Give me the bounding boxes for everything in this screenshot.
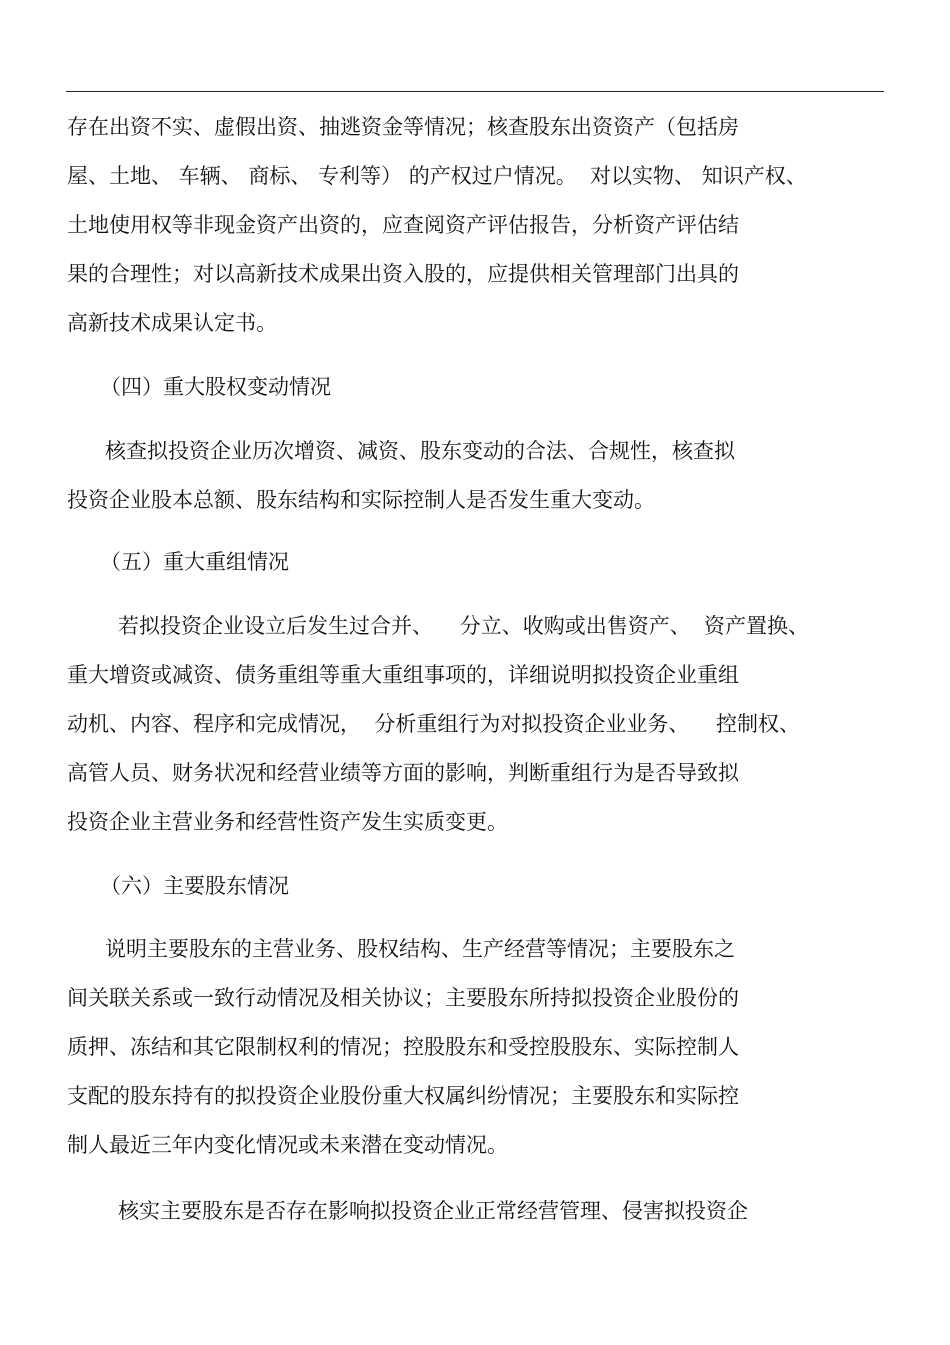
body-text-line: 说明主要股东的主营业务、股权结构、生产经营等情况；主要股东之 <box>105 937 735 961</box>
body-text-line: 土地使用权等非现金资产出资的，应查阅资产评估报告，分析资产评估结 <box>67 213 739 237</box>
section-heading: （六）主要股东情况 <box>100 874 289 898</box>
body-text-line: 质押、冻结和其它限制权利的情况；控股股东和受控股股东、实际控制人 <box>67 1035 739 1059</box>
body-text-line: 果的合理性；对以高新技术成果出资入股的，应提供相关管理部门出具的 <box>67 262 739 286</box>
section-heading: （五）重大重组情况 <box>100 550 289 574</box>
body-text-line: 制人最近三年内变化情况或未来潜在变动情况。 <box>67 1133 508 1157</box>
body-text-line: 投资企业主营业务和经营性资产发生实质变更。 <box>67 810 508 834</box>
body-text-line: 高管人员、财务状况和经营业绩等方面的影响，判断重组行为是否导致拟 <box>67 761 739 785</box>
body-text-line: 支配的股东持有的拟投资企业股份重大权属纠纷情况；主要股东和实际控 <box>67 1084 739 1108</box>
section-heading: （四）重大股权变动情况 <box>100 375 331 399</box>
body-text-line: 投资企业股本总额、股东结构和实际控制人是否发生重大变动。 <box>67 488 655 512</box>
body-text-line: 间关联关系或一致行动情况及相关协议；主要股东所持拟投资企业股份的 <box>67 986 739 1010</box>
header-rule <box>66 91 884 92</box>
body-text-line: 核查拟投资企业历次增资、减资、股东变动的合法、合规性，核查拟 <box>105 439 735 463</box>
body-text-line: 高新技术成果认定书。 <box>67 311 277 335</box>
body-text-line: 核实主要股东是否存在影响拟投资企业正常经营管理、侵害拟投资企 <box>118 1199 748 1223</box>
body-text-line: 重大增资或减资、债务重组等重大重组事项的，详细说明拟投资企业重组 <box>67 663 739 687</box>
body-text-line: 动机、内容、程序和完成情况， 分析重组行为对拟投资企业业务、 控制权、 <box>67 712 801 736</box>
body-text-line: 若拟投资企业设立后发生过合并、 分立、收购或出售资产、 资产置换、 <box>118 614 810 638</box>
body-text-line: 存在出资不实、虚假出资、抽逃资金等情况；核查股东出资资产（包括房 <box>67 115 739 139</box>
body-text-line: 屋、土地、 车辆、 商标、 专利等） 的产权过户情况。 对以实物、 知识产权、 <box>67 164 807 188</box>
